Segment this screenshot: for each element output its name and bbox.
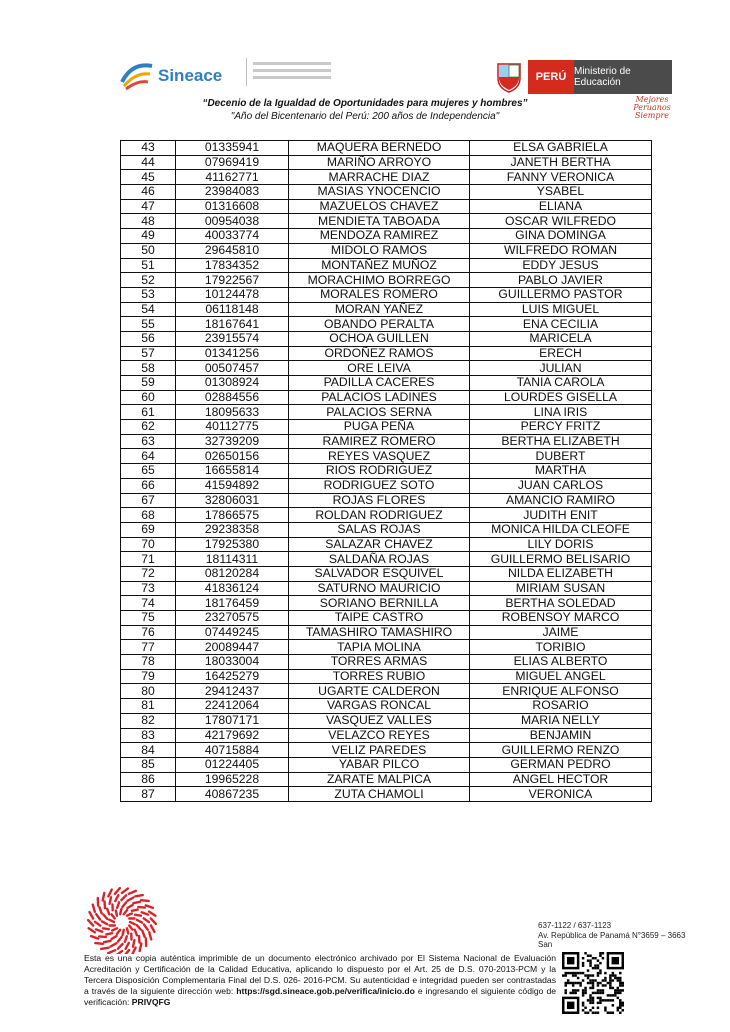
table-row [121,170,652,185]
slogan: Mejores Peruanos Siempre [633,95,671,120]
row-surnames: OBANDO PERALTA [289,317,470,332]
row-dni: 08120284 [176,566,289,581]
row-names: ELIANA [470,199,652,214]
row-number: 82 [121,713,176,728]
row-names: VERONICA [470,787,652,802]
row-names: GERMAN PEDRO [470,757,652,772]
row-dni: 18095633 [176,405,289,420]
table-row [121,258,652,273]
table-row [121,684,652,699]
row-number: 51 [121,258,176,273]
row-surnames: MIDOLO RAMOS [289,243,470,258]
row-number: 66 [121,478,176,493]
row-surnames: RAMIREZ ROMERO [289,434,470,449]
row-dni: 40867235 [176,787,289,802]
table-row [121,214,652,229]
row-dni: 18167641 [176,317,289,332]
row-surnames: VELIZ PAREDES [289,743,470,758]
row-number: 45 [121,170,176,185]
row-names: PERCY FRITZ [470,420,652,435]
row-names: LINA IRIS [470,405,652,420]
row-surnames: VELAZCO REYES [289,728,470,743]
row-surnames: ROJAS FLORES [289,493,470,508]
row-names: ANGEL HECTOR [470,772,652,787]
row-names: GUILLERMO PASTOR [470,287,652,302]
row-surnames: MAQUERA BERNEDO [289,141,470,156]
row-surnames: ORE LEIVA [289,361,470,376]
row-dni: 23915574 [176,331,289,346]
row-surnames: PUGA PEÑA [289,420,470,435]
row-number: 49 [121,229,176,244]
row-number: 43 [121,141,176,156]
row-names: JANETH BERTHA [470,155,652,170]
row-dni: 18114311 [176,552,289,567]
row-surnames: VARGAS RONCAL [289,699,470,714]
row-surnames: MARRACHE DIAZ [289,170,470,185]
row-dni: 17922567 [176,273,289,288]
row-names: LOURDES GISELLA [470,390,652,405]
row-dni: 41162771 [176,170,289,185]
table-row [121,757,652,772]
row-dni: 01335941 [176,141,289,156]
row-dni: 00507457 [176,361,289,376]
row-number: 73 [121,581,176,596]
table-row [121,669,652,684]
table-row [121,699,652,714]
row-number: 47 [121,199,176,214]
row-dni: 18176459 [176,596,289,611]
table-row [121,581,652,596]
row-names: FANNY VERONICA [470,170,652,185]
row-names: JUDITH ENIT [470,508,652,523]
row-dni: 40112775 [176,420,289,435]
decenio-line: “Decenio de la Igualdad de Oportunidades para mujeres y hombres” [202,98,528,109]
row-names: JAIME [470,625,652,640]
row-dni: 22412064 [176,699,289,714]
row-dni: 17834352 [176,258,289,273]
row-names: OSCAR WILFREDO [470,214,652,229]
row-names: LILY DORIS [470,537,652,552]
row-dni: 00954038 [176,214,289,229]
table-row [121,655,652,670]
ministry-label: Ministerio de Educación [574,60,672,94]
row-names: JUAN CARLOS [470,478,652,493]
row-number: 69 [121,522,176,537]
row-dni: 18033004 [176,655,289,670]
row-names: MIRIAM SUSAN [470,581,652,596]
row-names: MARICELA [470,331,652,346]
row-number: 77 [121,640,176,655]
table-row [121,331,652,346]
row-names: BERTHA ELIZABETH [470,434,652,449]
row-surnames: MENDIETA TABOADA [289,214,470,229]
row-surnames: MASIAS YNOCENCIO [289,185,470,200]
table-row [121,287,652,302]
row-surnames: MAZUELOS CHAVEZ [289,199,470,214]
row-names: ERECH [470,346,652,361]
row-names: ROBENSOY MARCO [470,611,652,626]
row-number: 53 [121,287,176,302]
row-number: 78 [121,655,176,670]
row-surnames: ROLDAN RODRIGUEZ [289,508,470,523]
row-dni: 17807171 [176,713,289,728]
table-row [121,243,652,258]
row-number: 65 [121,464,176,479]
row-names: AMANCIO RAMIRO [470,493,652,508]
row-number: 67 [121,493,176,508]
table-row [121,390,652,405]
peru-coat-of-arms-icon [494,60,524,94]
row-dni: 42179692 [176,728,289,743]
authenticity-notice [84,953,556,1008]
table-row [121,611,652,626]
row-number: 75 [121,611,176,626]
row-dni: 41836124 [176,581,289,596]
row-surnames: MORACHIMO BORREGO [289,273,470,288]
verification-url[interactable]: https://sgd.sineace.gob.pe/verifica/inicio.do [236,986,415,996]
row-dni: 19965228 [176,772,289,787]
row-surnames: MONTAÑEZ MUÑOZ [289,258,470,273]
row-dni: 40033774 [176,229,289,244]
row-dni: 01316608 [176,199,289,214]
row-dni: 32806031 [176,493,289,508]
row-surnames: SALDAÑA ROJAS [289,552,470,567]
row-number: 80 [121,684,176,699]
table-row [121,493,652,508]
row-names: JULIAN [470,361,652,376]
row-names: ENRIQUE ALFONSO [470,684,652,699]
row-number: 72 [121,566,176,581]
row-surnames: SALAS ROJAS [289,522,470,537]
row-dni: 10124478 [176,287,289,302]
row-names: GUILLERMO BELISARIO [470,552,652,567]
row-surnames: YABAR PILCO [289,757,470,772]
row-surnames: PALACIOS LADINES [289,390,470,405]
row-number: 68 [121,508,176,523]
row-number: 48 [121,214,176,229]
row-names: MARIA NELLY [470,713,652,728]
table-row [121,449,652,464]
row-number: 84 [121,743,176,758]
sineace-name: Sineace [158,66,223,85]
row-surnames: ZUTA CHAMOLI [289,787,470,802]
row-surnames: UGARTE CALDERON [289,684,470,699]
row-names: ROSARIO [470,699,652,714]
row-number: 46 [121,185,176,200]
table-row [121,478,652,493]
contact-district: San [538,940,553,950]
page-header [0,0,730,140]
row-names: PABLO JAVIER [470,273,652,288]
table-row [121,625,652,640]
sineace-subtitle [246,58,353,86]
row-number: 64 [121,449,176,464]
table-row [121,229,652,244]
row-names: ELIAS ALBERTO [470,655,652,670]
table-row [121,317,652,332]
contact-address: Av. República de Panamá N°3659 – 3663 [538,930,686,940]
table-row [121,537,652,552]
table-row [121,302,652,317]
row-number: 54 [121,302,176,317]
table-row [121,376,652,391]
table-row [121,185,652,200]
peru-label: PERÚ [528,60,574,94]
row-names: MIGUEL ANGEL [470,669,652,684]
row-number: 70 [121,537,176,552]
table-row [121,199,652,214]
sineace-sunburst-icon [84,884,164,954]
row-number: 55 [121,317,176,332]
table-row [121,522,652,537]
row-dni: 23984083 [176,185,289,200]
table-row [121,155,652,170]
row-dni: 07969419 [176,155,289,170]
row-dni: 16655814 [176,464,289,479]
row-number: 87 [121,787,176,802]
table-row [121,273,652,288]
row-number: 76 [121,625,176,640]
row-names: MONICA HILDA CLEOFE [470,522,652,537]
row-dni: 16425279 [176,669,289,684]
row-names: TORIBIO [470,640,652,655]
row-number: 61 [121,405,176,420]
row-dni: 17866575 [176,508,289,523]
table-row [121,640,652,655]
row-number: 50 [121,243,176,258]
row-names: DUBERT [470,449,652,464]
row-number: 60 [121,390,176,405]
qr-code-icon [562,952,624,1014]
row-number: 59 [121,376,176,391]
row-dni: 01308924 [176,376,289,391]
row-dni: 20089447 [176,640,289,655]
row-dni: 29645810 [176,243,289,258]
table-row [121,434,652,449]
row-surnames: MENDOZA RAMIREZ [289,229,470,244]
row-names: WILFREDO ROMAN [470,243,652,258]
row-surnames: SORIANO BERNILLA [289,596,470,611]
row-number: 71 [121,552,176,567]
row-surnames: SALVADOR ESQUIVEL [289,566,470,581]
row-number: 62 [121,420,176,435]
row-names: NILDA ELIZABETH [470,566,652,581]
table-row [121,552,652,567]
sineace-logo [118,58,238,92]
row-surnames: TORRES ARMAS [289,655,470,670]
row-number: 63 [121,434,176,449]
legal-mid: e ingresando el siguiente código de verificación: [84,986,556,1007]
row-number: 52 [121,273,176,288]
row-dni: 02884556 [176,390,289,405]
row-number: 56 [121,331,176,346]
table-row [121,728,652,743]
row-names: ENA CECILIA [470,317,652,332]
legal-text: Esta es una copia auténtica imprimible de un documento electrónico archivado por El Sistema Nacional de Evaluación Acreditación y Certificación de la Calidad Educativa, aplicando lo dispuesto por el Art. 25 de D.S. 070-2013-PCM y la Tercera Disposición Complementaria Final del D.S. 026- 2016-PCM. Su autenticidad e integridad pueden ser contrastadas a través de la siguiente dirección web: [84,953,556,996]
table-row [121,772,652,787]
table-row [121,405,652,420]
row-names: GUILLERMO RENZO [470,743,652,758]
row-number: 86 [121,772,176,787]
row-dni: 06118148 [176,302,289,317]
row-dni: 40715884 [176,743,289,758]
row-names: BENJAMIN [470,728,652,743]
row-surnames: TAPIA MOLINA [289,640,470,655]
row-surnames: MORAN YAÑEZ [289,302,470,317]
row-number: 57 [121,346,176,361]
table-row [121,566,652,581]
table-row [121,420,652,435]
row-dni: 29412437 [176,684,289,699]
bicentenario-line: "Año del Bicentenario del Perú: 200 años de Independencia" [230,111,500,122]
row-number: 79 [121,669,176,684]
row-surnames: VASQUEZ VALLES [289,713,470,728]
row-dni: 23270575 [176,611,289,626]
row-dni: 17925380 [176,537,289,552]
verification-code: PRIVQFG [131,997,171,1007]
row-surnames: ZARATE MALPICA [289,772,470,787]
row-names: ELSA GABRIELA [470,141,652,156]
table-row [121,743,652,758]
table-row [121,361,652,376]
row-surnames: RIOS RODRIGUEZ [289,464,470,479]
row-names: MARTHA [470,464,652,479]
row-surnames: SATURNO MAURICIO [289,581,470,596]
row-number: 44 [121,155,176,170]
row-dni: 01224405 [176,757,289,772]
ministry-logo [494,60,672,94]
table-row [121,141,652,156]
participants-table-body [121,141,652,802]
row-names: GINA DOMINGA [470,229,652,244]
row-surnames: MARIÑO ARROYO [289,155,470,170]
row-surnames: SALAZAR CHAVEZ [289,537,470,552]
row-names: EDDY JESUS [470,258,652,273]
row-number: 81 [121,699,176,714]
row-surnames: MORALES ROMERO [289,287,470,302]
table-row [121,787,652,802]
row-dni: 07449245 [176,625,289,640]
row-surnames: TAIPE CASTRO [289,611,470,626]
row-names: LUIS MIGUEL [470,302,652,317]
table-row [121,508,652,523]
row-surnames: OCHOA GUILLEN [289,331,470,346]
table-row [121,713,652,728]
row-surnames: PADILLA CACERES [289,376,470,391]
row-dni: 29238358 [176,522,289,537]
row-surnames: TAMASHIRO TAMASHIRO [289,625,470,640]
table-row [121,464,652,479]
table-row [121,596,652,611]
table-row [121,346,652,361]
row-surnames: PALACIOS SERNA [289,405,470,420]
participants-table [120,140,652,802]
row-number: 83 [121,728,176,743]
row-number: 58 [121,361,176,376]
sineace-logo-icon [118,58,156,92]
row-dni: 01341256 [176,346,289,361]
row-surnames: REYES VASQUEZ [289,449,470,464]
row-names: TANIA CAROLA [470,376,652,391]
row-number: 85 [121,757,176,772]
contact-info [538,921,685,950]
row-surnames: RODRIGUEZ SOTO [289,478,470,493]
row-dni: 32739209 [176,434,289,449]
row-surnames: TORRES RUBIO [289,669,470,684]
row-surnames: ORDOÑEZ RAMOS [289,346,470,361]
row-names: YSABEL [470,185,652,200]
row-number: 74 [121,596,176,611]
contact-phone: 637-1122 / 637-1123 [538,921,612,930]
row-dni: 02650156 [176,449,289,464]
row-names: BERTHA SOLEDAD [470,596,652,611]
row-dni: 41594892 [176,478,289,493]
